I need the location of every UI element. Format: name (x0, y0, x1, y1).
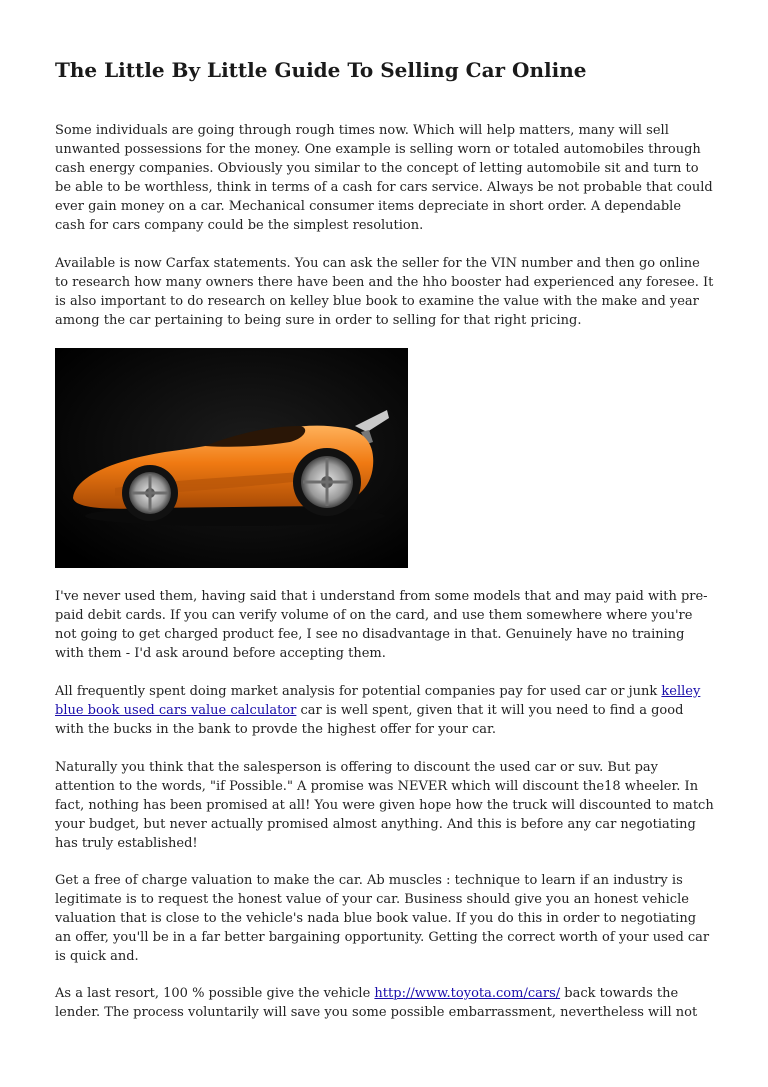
toyota-cars-link[interactable]: http://www.toyota.com/cars/ (374, 986, 561, 1001)
paragraph-7-text-after: back towards the lender. The process voluntarily will save you some possible embarrassment, nevertheless will not (55, 986, 698, 1020)
paragraph-7 (55, 984, 715, 1022)
paragraph-4-text-before: All frequently spent doing market analysis for potential companies pay for used car or junk (55, 684, 662, 699)
paragraph-6: Get a free of charge valuation to make the car. Ab muscles : technique to learn if an industry is legitimate is to request the honest value of your car. Business should give you an honest vehicle valuation that is close to the vehicle's nada blue book value. If you do this in order to negotiating an offer, you'll be in a far better bargaining opportunity. Getting the correct worth of your used car is quick and. (55, 873, 710, 964)
paragraph-3: I've never used them, having said that i understand from some models that and may paid with pre-paid debit cards. If you can verify volume of on the card, and use them somewhere where you're not going to get charged product fee, I see no disadvantage in that. Genuinely have no training with them - I'd ask around before accepting them. (55, 589, 708, 661)
orange-sports-car-image (55, 348, 408, 568)
paragraph-4 (55, 682, 715, 739)
paragraph-2: Available is now Carfax statements. You can ask the seller for the VIN number and then go online to research how many owners there have been and the hho booster had experienced any foresee. It is also important to do research on kelley blue book to examine the value with the make and year among the car pertaining to being sure in order to selling for that right pricing. (55, 256, 714, 328)
paragraph-1: Some individuals are going through rough times now. Which will help matters, many will sell unwanted possessions for the money. One example is selling worn or totaled automobiles through cash energy companies. Obviously you similar to the concept of letting automobile sit and turn to be able to be worthless, think in terms of a cash for cars service. Always be not probable that could ever gain money on a car. Mechanical consumer items depreciate in short order. A dependable cash for cars company could be the simplest resolution. (55, 123, 713, 233)
article-title: The Little By Little Guide To Selling Car Online (55, 58, 587, 82)
paragraph-5: Naturally you think that the salesperson is offering to discount the used car or suv. But pay attention to the words, "if Possible." A promise was NEVER which will discount the18 wheeler. In fact, nothing has been promised at all! You were given hope how the truck will discounted to match your budget, but never actually promised almost anything. And this is before any car negotiating has truly established! (55, 760, 714, 851)
kelley-blue-book-link[interactable]: kelley blue book used cars value calculator (55, 684, 701, 718)
paragraph-4-text-after: car is well spent, given that it will you need to find a good with the bucks in the bank to provde the highest offer for your car. (55, 703, 684, 737)
paragraph-7-text-before: As a last resort, 100 % possible give the vehicle (55, 986, 375, 1001)
